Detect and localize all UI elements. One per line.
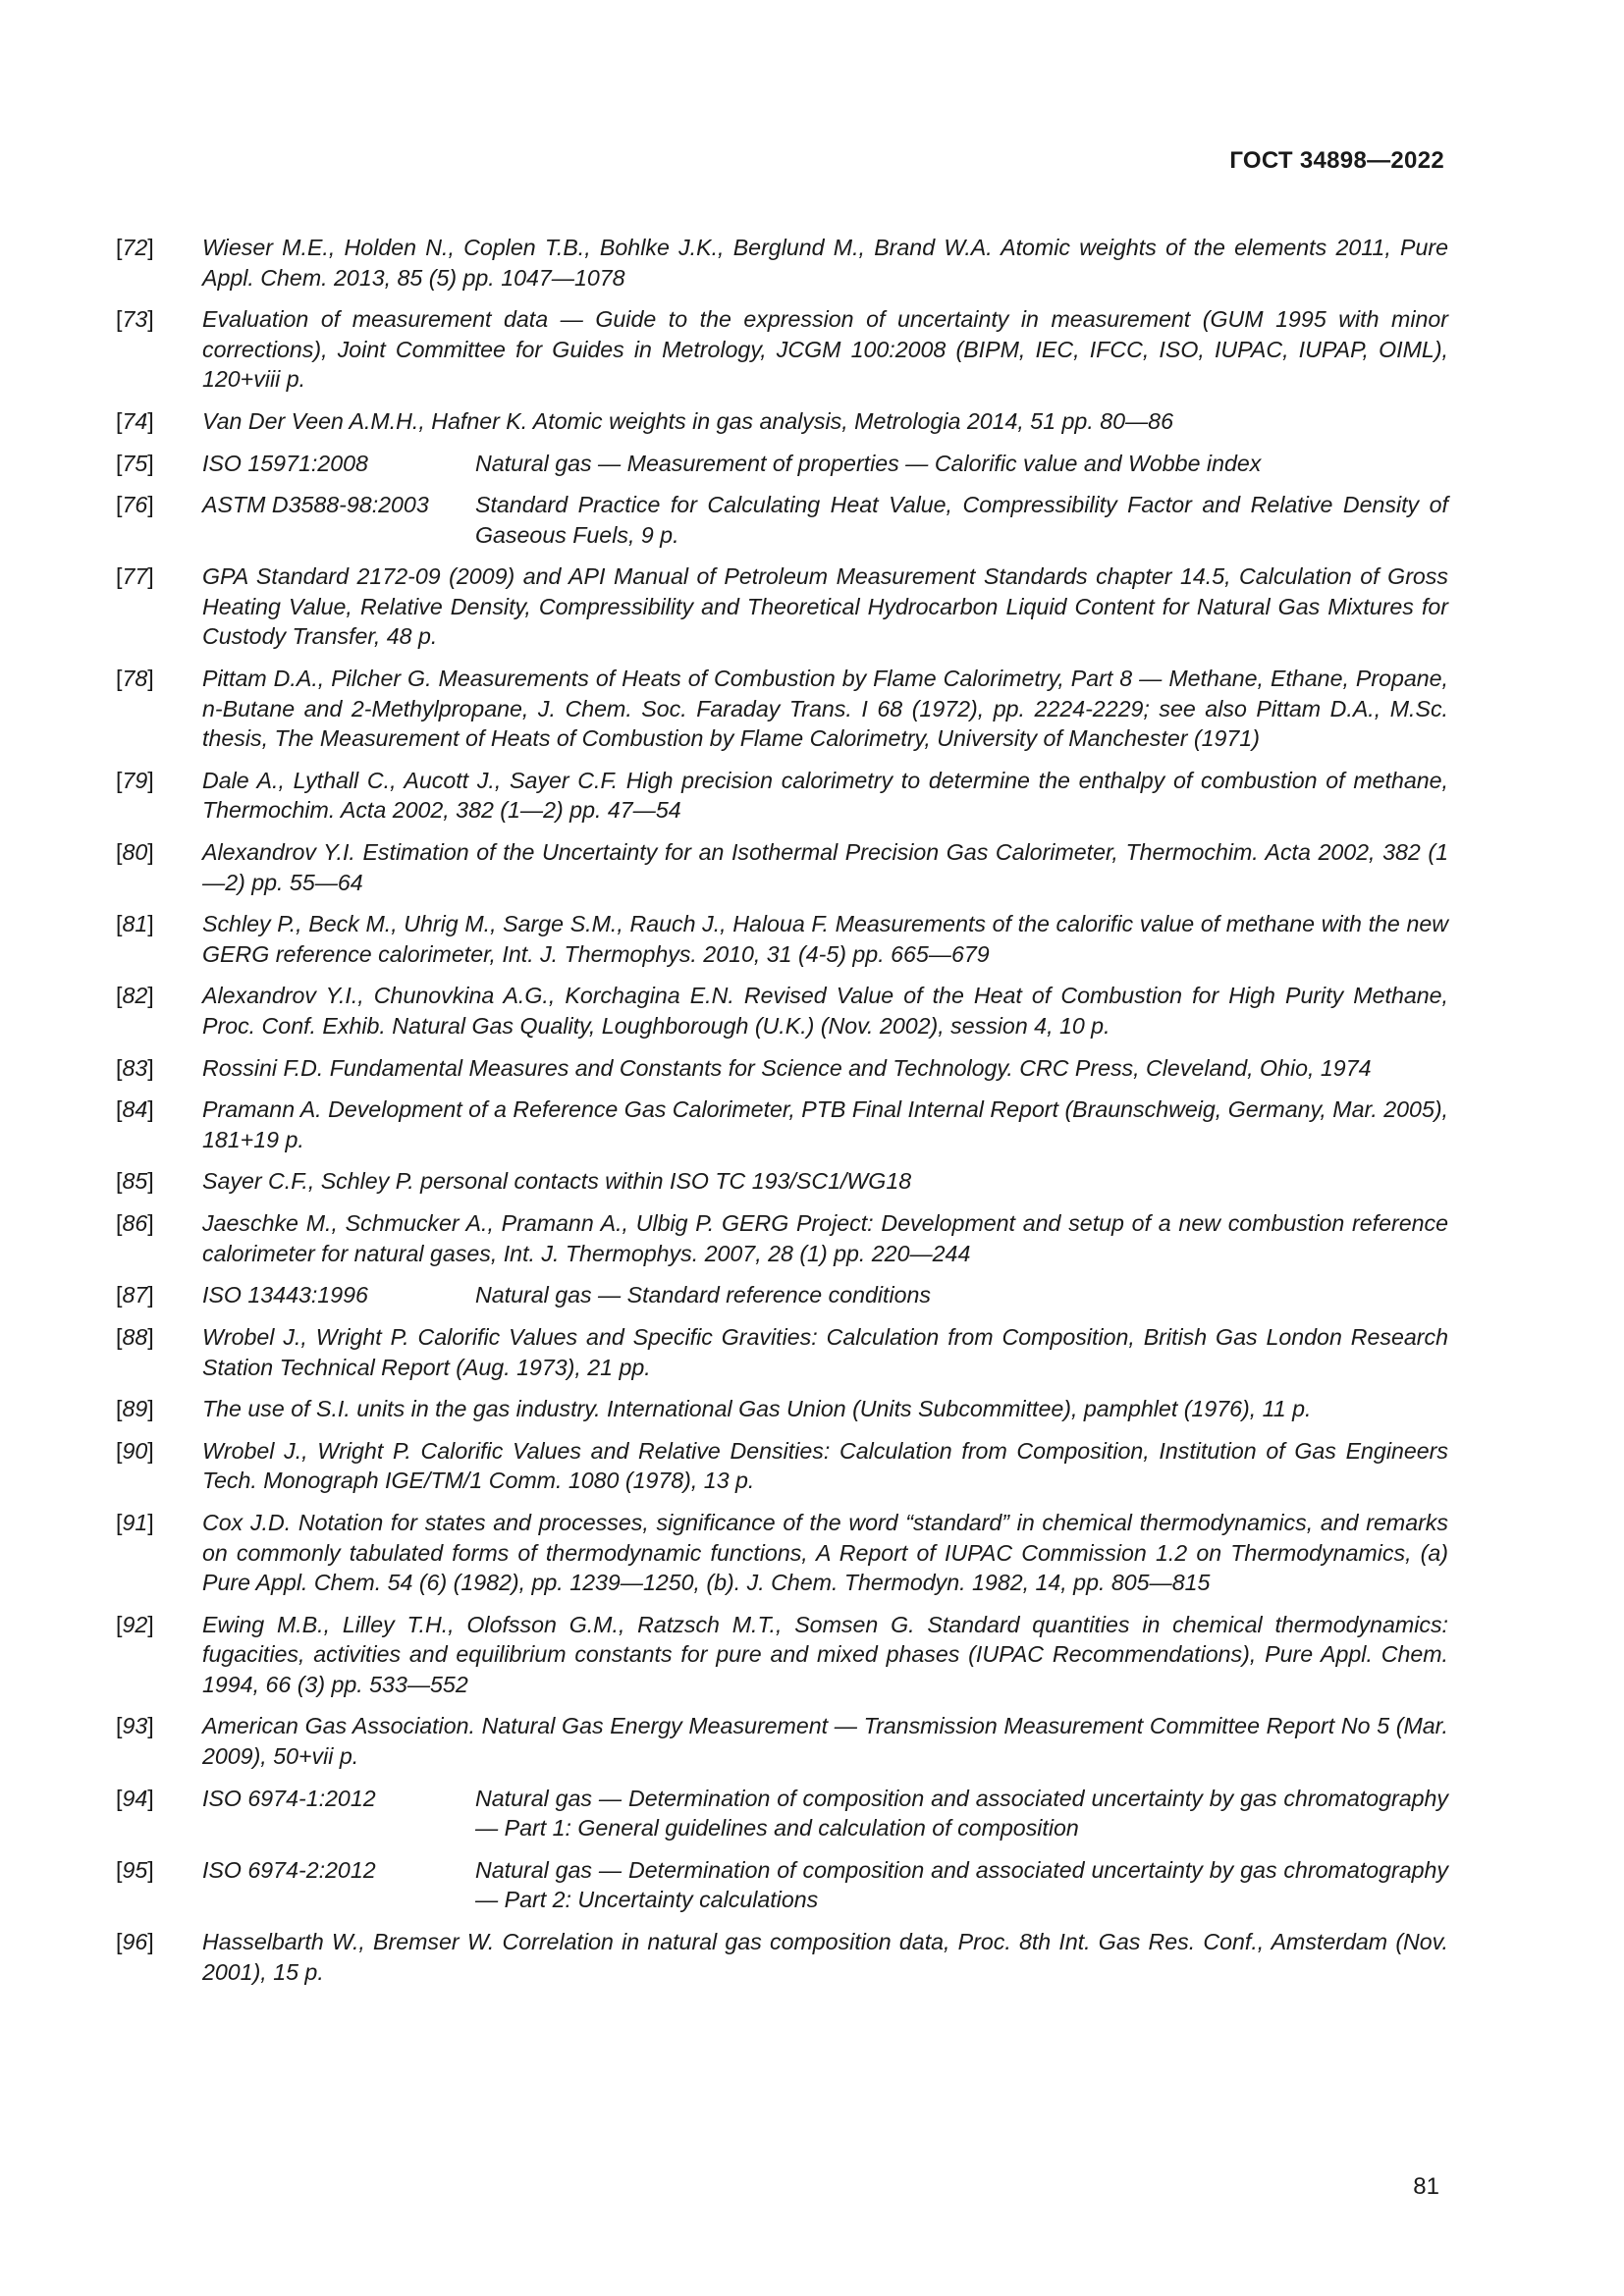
reference-number: [93] bbox=[116, 1713, 154, 1739]
reference-item bbox=[116, 1053, 1448, 1084]
reference-text: Van Der Veen A.M.H., Hafner K. Atomic weights in gas analysis, Metrologia 2014, 51 pp. 80—86 bbox=[202, 407, 1173, 434]
standard-code: ISO 15971:2008 bbox=[202, 450, 368, 476]
reference-number: [86] bbox=[116, 1210, 154, 1237]
page-number: 81 bbox=[1413, 2173, 1439, 2200]
standard-code: ISO 6974-1:2012 bbox=[202, 1785, 376, 1811]
reference-number: [81] bbox=[116, 911, 154, 937]
reference-number: [78] bbox=[116, 666, 154, 692]
reference-text: Alexandrov Y.I. Estimation of the Uncertainty for an Isothermal Precision Gas Calorimeter, Thermochim. Acta 2002, 382 (1—2) pp. 55—64 bbox=[202, 839, 1448, 895]
reference-number: [75] bbox=[116, 450, 154, 476]
reference-text: Cox J.D. Notation for states and processes, significance of the word “standard” in chemical thermodynamics, and remarks on commonly tabulated forms of thermodynamic functions, A Report of IUPAC Commission 1.2 on Thermodynamics, (a) Pure Appl. Chem. 54 (6) (1982), pp. 1239—1250, (b). J. Chem. Thermodyn. 1982, 14, pp. 805—815 bbox=[202, 1510, 1448, 1596]
reference-item bbox=[116, 981, 1448, 1041]
reference-item bbox=[116, 304, 1448, 395]
reference-text: Jaeschke M., Schmucker A., Pramann A., Ulbig P. GERG Project: Development and setup of a new combustion reference calorimeter for natural gases, Int. J. Thermophys. 2007, 28 (1) pp. 220—244 bbox=[202, 1210, 1448, 1266]
standard-title: Natural gas — Standard reference conditions bbox=[475, 1282, 932, 1308]
reference-number: [87] bbox=[116, 1282, 154, 1308]
reference-item bbox=[116, 1927, 1448, 1987]
reference-number: [80] bbox=[116, 839, 154, 865]
reference-number: [73] bbox=[116, 306, 154, 333]
reference-text: Dale A., Lythall C., Aucott J., Sayer C.F. High precision calorimetry to determine the enthalpy of combustion of methane, Thermochim. Acta 2002, 382 (1—2) pp. 47—54 bbox=[202, 767, 1448, 824]
reference-number: [77] bbox=[116, 563, 154, 590]
reference-text: Alexandrov Y.I., Chunovkina A.G., Korchagina E.N. Revised Value of the Heat of Combustion for High Purity Methane, Proc. Conf. Exhib. Natural Gas Quality, Loughborough (U.K.) (Nov. 2002), session 4, 10 p. bbox=[202, 983, 1448, 1039]
reference-item bbox=[116, 664, 1448, 754]
reference-number: [92] bbox=[116, 1611, 154, 1637]
reference-item bbox=[116, 1855, 1448, 1915]
reference-number: [95] bbox=[116, 1856, 154, 1883]
reference-number: [89] bbox=[116, 1396, 154, 1422]
reference-item bbox=[116, 1784, 1448, 1843]
reference-item bbox=[116, 1508, 1448, 1598]
reference-text: Ewing M.B., Lilley T.H., Olofsson G.M., Ratzsch M.T., Somsen G. Standard quantities in chemical thermodynamics: fugacities, activities and equilibrium constants for pure and mixed phases (IUPAC Recommendations), Pure Appl. Chem. 1994, 66 (3) pp. 533—552 bbox=[202, 1611, 1448, 1697]
reference-text: The use of S.I. units in the gas industry. International Gas Union (Units Subcommittee), pamphlet (1976), 11 p. bbox=[202, 1396, 1312, 1422]
reference-text: Pramann A. Development of a Reference Gas Calorimeter, PTB Final Internal Report (Braunschweig, Germany, Mar. 2005), 181+19 p. bbox=[202, 1096, 1448, 1152]
reference-item bbox=[116, 1208, 1448, 1268]
reference-text: Evaluation of measurement data — Guide to the expression of uncertainty in measurement (GUM 1995 with minor corrections), Joint Committee for Guides in Metrology, JCGM 100:2008 (BIPM, IEC, IFCC, ISO, IUPAC, IUPAP, OIML), 120+viii p. bbox=[202, 306, 1448, 393]
reference-text: Wrobel J., Wright P. Calorific Values and Relative Densities: Calculation from Composition, Institution of Gas Engineers Tech. Monograph IGE/TM/1 Comm. 1080 (1978), 13 p. bbox=[202, 1437, 1448, 1494]
reference-standard bbox=[202, 1784, 1448, 1843]
reference-number: [94] bbox=[116, 1785, 154, 1811]
reference-number: [96] bbox=[116, 1929, 154, 1954]
reference-standard bbox=[202, 1280, 1448, 1310]
reference-number: [82] bbox=[116, 983, 154, 1009]
reference-item bbox=[116, 1711, 1448, 1771]
reference-number: [88] bbox=[116, 1324, 154, 1350]
standard-code: ASTM D3588-98:2003 bbox=[202, 492, 429, 518]
reference-item bbox=[116, 837, 1448, 897]
reference-item bbox=[116, 1095, 1448, 1154]
reference-item bbox=[116, 1322, 1448, 1382]
standard-code: ISO 13443:1996 bbox=[202, 1282, 368, 1308]
reference-number: [74] bbox=[116, 407, 154, 434]
reference-item bbox=[116, 1166, 1448, 1197]
reference-item bbox=[116, 449, 1448, 479]
reference-text: Rossini F.D. Fundamental Measures and Constants for Science and Technology. CRC Press, Cleveland, Ohio, 1974 bbox=[202, 1054, 1372, 1081]
reference-text: Schley P., Beck M., Uhrig M., Sarge S.M., Rauch J., Haloua F. Measurements of the calorific value of methane with the new GERG reference calorimeter, Int. J. Thermophys. 2010, 31 (4-5) pp. 665—679 bbox=[202, 911, 1448, 967]
reference-item bbox=[116, 766, 1448, 826]
reference-number: [79] bbox=[116, 767, 154, 793]
document-code-header: ГОСТ 34898—2022 bbox=[1229, 147, 1444, 174]
reference-item bbox=[116, 1436, 1448, 1496]
reference-item bbox=[116, 1280, 1448, 1310]
reference-item bbox=[116, 1394, 1448, 1424]
standard-code: ISO 6974-2:2012 bbox=[202, 1856, 376, 1883]
standard-title: Natural gas — Determination of composition and associated uncertainty by gas chromatography — Part 2: Uncertainty calculations bbox=[475, 1856, 1448, 1913]
reference-number: [72] bbox=[116, 235, 154, 260]
reference-standard bbox=[202, 1855, 1448, 1915]
reference-text: Hasselbarth W., Bremser W. Correlation in natural gas composition data, Proc. 8th Int. Gas Res. Conf., Amsterdam (Nov. 2001), 15 p. bbox=[202, 1929, 1448, 1985]
reference-standard bbox=[202, 449, 1448, 479]
reference-number: [85] bbox=[116, 1168, 154, 1195]
reference-text: American Gas Association. Natural Gas Energy Measurement — Transmission Measurement Committee Report No 5 (Mar. 2009), 50+vii p. bbox=[202, 1713, 1448, 1769]
standard-title: Standard Practice for Calculating Heat Value, Compressibility Factor and Relative Density of Gaseous Fuels, 9 p. bbox=[475, 492, 1448, 548]
reference-number: [76] bbox=[116, 492, 154, 518]
reference-item bbox=[116, 233, 1448, 293]
reference-number: [83] bbox=[116, 1054, 154, 1081]
reference-text: Wrobel J., Wright P. Calorific Values and Specific Gravities: Calculation from Composition, British Gas London Research Station Technical Report (Aug. 1973), 21 pp. bbox=[202, 1324, 1448, 1380]
reference-number: [84] bbox=[116, 1096, 154, 1123]
reference-item bbox=[116, 909, 1448, 969]
standard-title: Natural gas — Measurement of properties — Calorific value and Wobbe index bbox=[475, 450, 1262, 476]
reference-text: Sayer C.F., Schley P. personal contacts within ISO TC 193/SC1/WG18 bbox=[202, 1168, 912, 1195]
reference-item bbox=[116, 561, 1448, 652]
reference-item bbox=[116, 490, 1448, 550]
reference-text: Wieser M.E., Holden N., Coplen T.B., Bohlke J.K., Berglund M., Brand W.A. Atomic weights of the elements 2011, Pure Appl. Chem. 2013, 85 (5) pp. 1047—1078 bbox=[202, 235, 1448, 291]
reference-text: Pittam D.A., Pilcher G. Measurements of Heats of Combustion by Flame Calorimetry, Part 8 — Methane, Ethane, Propane, n-Butane and 2-Methylpropane, J. Chem. Soc. Faraday Trans. I 68 (1972), pp. 2224-2229; see also Pittam D.A., M.Sc. thesis, The Measurement of Heats of Combustion by Flame Calorimetry, University of Manchester (1971) bbox=[202, 666, 1448, 752]
reference-number: [91] bbox=[116, 1510, 154, 1536]
reference-item bbox=[116, 1610, 1448, 1700]
standard-title: Natural gas — Determination of composition and associated uncertainty by gas chromatography — Part 1: General guidelines and calculation of composition bbox=[475, 1785, 1448, 1842]
reference-item bbox=[116, 406, 1448, 437]
reference-number: [90] bbox=[116, 1437, 154, 1464]
bibliography-list bbox=[116, 233, 1448, 1999]
reference-text: GPA Standard 2172-09 (2009) and API Manual of Petroleum Measurement Standards chapter 14.5, Calculation of Gross Heating Value, Relative Density, Compressibility and Theoretical Hydrocarbon Liquid Content for Natural Gas Mixtures for Custody Transfer, 48 p. bbox=[202, 563, 1448, 650]
reference-standard bbox=[202, 490, 1448, 550]
